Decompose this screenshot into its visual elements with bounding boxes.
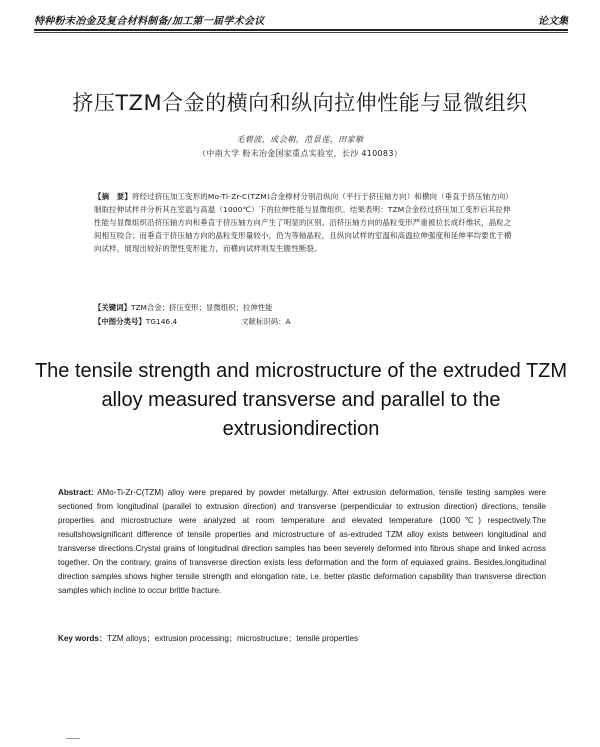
chinese-keywords-label: 【关键词】 xyxy=(94,303,131,312)
chinese-keywords xyxy=(94,301,518,314)
classification-line xyxy=(94,315,518,328)
english-keywords-text: TZM alloys；extrusion processing；microstructure；tensile properties xyxy=(107,634,359,643)
header-rule-thin xyxy=(34,32,568,33)
english-abstract-text: AMo-Ti-Zr-C(TZM) alloy were prepared by powder metallurgy. After extrusion deformation, tensile testing samples were sectioned from longitudinal (parallel to extrusion direction) and transverse (perpendicular to extrusion direction) directions, tensile properties and microstructure were analyzed at room temperature and elevated temperature (1000℃) respectively.The resultshowsignificant difference of tensile properties and microstructure of as-extruded TZM alloy exists between longitudinal and transverse directions.Crystal grains of longitudinal direction samples has been severely deformed into fibrous shape and linked across together. On the contrary, grains of transverse direction exists less deformation and the form of equiaxed grains. Besides,longitudinal direction samples shows higher tensile strength and elongation rate, i.e. better plastic deformation capability than transverse direction samples which incline to occur brittle fracture. xyxy=(58,488,546,595)
english-abstract xyxy=(58,486,546,598)
header-rule xyxy=(34,29,568,31)
affiliation: （中南大学 粉末冶金国家重点实验室，长沙 410083） xyxy=(197,149,403,158)
chinese-abstract-text: 将经过挤压加工变形的Mo-Ti-Zr-C(TZM)合金棒材分别沿纵向（平行于挤压轴方向）和横向（垂直于挤压轴方向）制取拉伸试样并分析其在室温与高温（1000℃）下的拉伸性能与显微组织。结果表明：TZM合金经过挤压加工变形后其拉伸性能与显微组织沿挤压轴方向和垂直于挤压轴方向产生了明显的区别。沿挤压轴方向的晶粒变形严重被拉长成纤维状，晶粒之间相互咬合；而垂直于挤压轴方向的晶粒变形量较小，仍为等轴晶粒，且纵向试样的室温和高温拉伸强度和延伸率均要优于横向试样，展现出较好的塑性变形能力，而横向试样则发生脆性断裂。 xyxy=(94,192,513,253)
authors: 毛碧波，成会朝，范景莲，田家敏 xyxy=(236,135,364,144)
class-number: TG146.4 xyxy=(145,317,178,326)
english-keywords xyxy=(58,632,546,646)
journal-name: 特种粉末冶金及复合材料制备/加工第一届学术会议 xyxy=(34,16,265,27)
footer-mark xyxy=(66,738,80,739)
doc-code-label: 文献标识码： xyxy=(241,317,286,326)
english-abstract-label: Abstract: xyxy=(58,488,94,497)
section-name: 论文集 xyxy=(538,16,568,27)
chinese-abstract-label: 【摘 要】 xyxy=(94,192,132,201)
chinese-title: 挤压TZM合金的横向和纵向拉伸性能与显微组织 xyxy=(72,91,528,115)
chinese-keywords-text: TZM合金；挤压变形；显微组织；拉伸性能 xyxy=(130,303,273,312)
class-number-label: 【中图分类号】 xyxy=(94,317,146,326)
running-header xyxy=(34,12,568,28)
doc-code: A xyxy=(285,317,291,326)
chinese-abstract xyxy=(94,190,518,255)
english-keywords-label: Key words： xyxy=(58,634,108,643)
english-title: The tensile strength and microstructure of the extruded TZM alloy measured transverse and parallel to the extrusiondirection xyxy=(34,360,568,440)
